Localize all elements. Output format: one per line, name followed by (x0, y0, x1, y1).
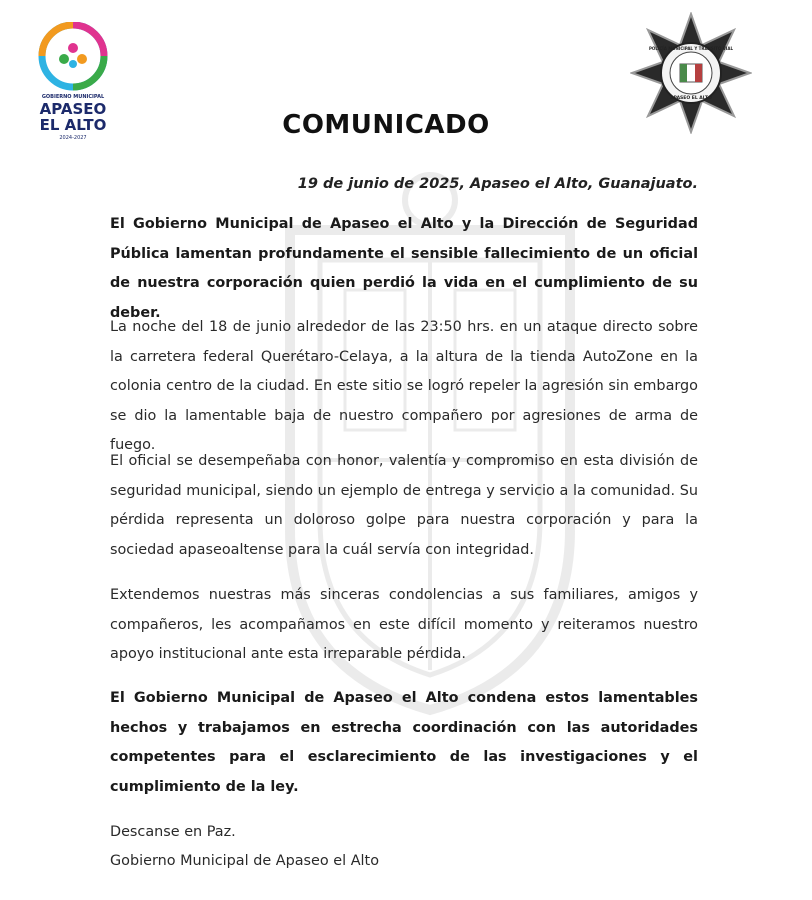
logo-line2: EL ALTO (39, 116, 107, 134)
date-line: 19 de junio de 2025, Apaseo el Alto, Guanajuato. (297, 176, 698, 192)
signature-line: Gobierno Municipal de Apaseo el Alto (110, 853, 380, 869)
logo-line1: APASEO (39, 100, 107, 118)
paragraph-5: El Gobierno Municipal de Apaseo el Alto condena estos lamentables hechos y trabajamos en estrecha coordinación con las autoridades competentes para el esclarecimiento de las investigaciones y el cumplimiento de la ley. (110, 690, 698, 795)
paragraph-1: El Gobierno Municipal de Apaseo el Alto y la Dirección de Seguridad Pública lamentan profundamente el sensible fallecimiento de un oficial de nuestra corporación quien perdió la vida en el cumplimiento de su deber. (110, 216, 698, 321)
badge-text-top: POLICÍA MUNICIPAL Y TRÁNSITO VIAL (648, 46, 734, 51)
paragraph-4: Extendemos nuestras más sinceras condolencias a sus familiares, amigos y compañeros, les acompañamos en este difícil momento y reiteramos nuestro apoyo institucional ante esta irreparable pérdida. (110, 587, 698, 663)
closing-line: Descanse en Paz. (110, 824, 236, 840)
document-title: COMUNICADO (282, 110, 490, 140)
badge-text-bottom: APASEO EL ALTO (670, 96, 712, 101)
logo-top-text: GOBIERNO MUNICIPAL (41, 94, 105, 100)
logo-years: 2024-2027 (59, 135, 87, 141)
paragraph-3: El oficial se desempeñaba con honor, valentía y compromiso en esta división de seguridad municipal, siendo un ejemplo de entrega y servicio a la comunidad. Su pérdida representa un doloroso golpe para nuestra corporación y para la sociedad apaseoaltense para la cuál servía con integridad. (110, 453, 698, 558)
paragraph-2: La noche del 18 de junio alrededor de las 23:50 hrs. en un ataque directo sobre la carretera federal Querétaro-Celaya, a la altura de la tienda AutoZone en la colonia centro de la ciudad. En este sitio se logró repeler la agresión sin embargo se dio la lamentable baja de nuestro compañero por agresiones de arma de fuego. (110, 319, 698, 454)
